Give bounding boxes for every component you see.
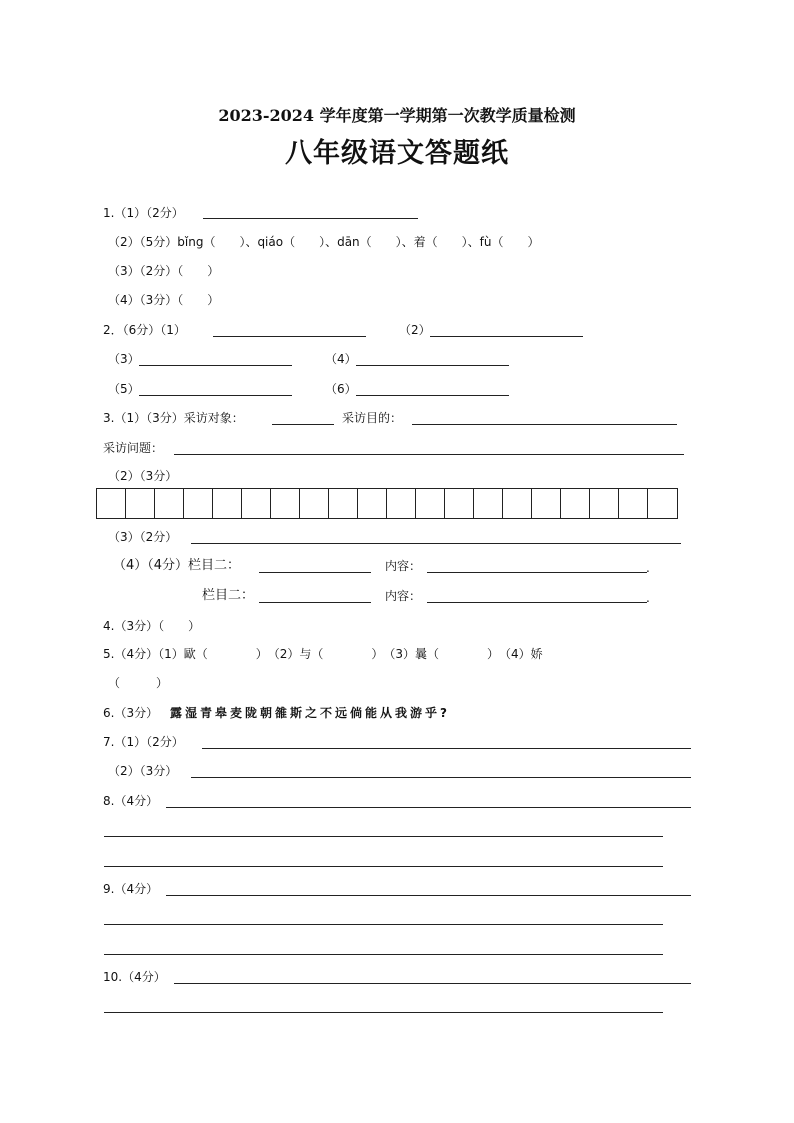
answer-grid-cell[interactable]	[387, 489, 416, 518]
sheet-title: 八年级语文答题纸	[285, 138, 509, 169]
q2-part6-label: （6）	[325, 382, 357, 396]
q3-part1-label: 3.（1）（3分）采访对象：	[103, 411, 244, 425]
q10-label: 10.（4分）	[103, 970, 166, 984]
q3-interviewee-line[interactable]	[272, 424, 334, 425]
q2-part6-answer-line[interactable]	[356, 395, 509, 396]
q8-answer-line-2[interactable]	[104, 836, 663, 837]
q5-label-cont: （ ）	[108, 676, 169, 690]
q8-answer-line-3[interactable]	[104, 866, 663, 867]
answer-grid-cell[interactable]	[503, 489, 532, 518]
q1-part1-label: 1.（1）（2分）	[103, 206, 184, 220]
q2-part1-answer-line[interactable]	[213, 336, 366, 337]
q3-column-a-line[interactable]	[259, 572, 371, 573]
q1-part3-label: （3）（2分）（ ）	[108, 264, 220, 278]
q2-part4-answer-line[interactable]	[356, 365, 509, 366]
answer-grid-cell[interactable]	[590, 489, 619, 518]
answer-grid-cell[interactable]	[329, 489, 358, 518]
answer-grid-cell[interactable]	[445, 489, 474, 518]
exam-title: 2023-2024 学年度第一学期第一次教学质量检测	[218, 106, 576, 125]
q9-answer-line-1[interactable]	[166, 895, 691, 896]
q9-answer-line-2[interactable]	[104, 924, 663, 925]
answer-grid-cell[interactable]	[213, 489, 242, 518]
q3-content-b-line[interactable]	[427, 602, 647, 603]
q3-answer-grid[interactable]	[96, 488, 678, 519]
answer-grid-cell[interactable]	[242, 489, 271, 518]
q3-part3-answer-line[interactable]	[191, 543, 681, 544]
answer-grid-cell[interactable]	[619, 489, 648, 518]
answer-grid-cell[interactable]	[561, 489, 590, 518]
q3-column-b-label: 栏目二：	[202, 588, 255, 603]
q3-content-b-period: .	[646, 591, 650, 605]
q3-content-a-period: .	[646, 561, 650, 575]
q7-part1-label: 7.（1）（2分）	[103, 735, 184, 749]
q3-purpose-line[interactable]	[412, 424, 677, 425]
answer-grid-cell[interactable]	[184, 489, 213, 518]
q2-part3-label: （3）	[108, 352, 140, 366]
answer-grid-cell[interactable]	[416, 489, 445, 518]
q7-part2-label: （2）（3分）	[108, 764, 178, 778]
answer-grid-cell[interactable]	[358, 489, 387, 518]
q2-part2-label: （2）	[399, 323, 431, 337]
q1-part1-answer-line[interactable]	[203, 218, 418, 219]
q6-sentence: 露湿青皋麦陇朝雒斯之不远倘能从我游乎?	[170, 706, 450, 720]
q3-content-b-label: 内容：	[385, 589, 422, 603]
q2-part2-answer-line[interactable]	[430, 336, 583, 337]
q3-content-a-line[interactable]	[427, 572, 647, 573]
q7-part2-answer-line[interactable]	[191, 777, 691, 778]
q3-question-label: 采访问题：	[103, 441, 164, 455]
answer-grid-cell[interactable]	[155, 489, 184, 518]
answer-grid-cell[interactable]	[648, 489, 677, 518]
q6-label: 6.（3分）	[103, 706, 159, 720]
q2-part5-label: （5）	[108, 382, 140, 396]
answer-grid-cell[interactable]	[474, 489, 503, 518]
q1-part2-label: （2）（5分）bǐng（ ）、qiáo（ ）、dān（ ）、着（ ）、fù（ ）	[108, 235, 540, 249]
q4-label: 4.（3分）（ ）	[103, 619, 201, 633]
answer-grid-cell[interactable]	[300, 489, 329, 518]
q10-answer-line-2[interactable]	[104, 1012, 663, 1013]
q2-part1-label: 2．（6分）（1）	[103, 323, 186, 337]
q7-part1-answer-line[interactable]	[202, 748, 691, 749]
q10-answer-line-1[interactable]	[174, 983, 691, 984]
q3-purpose-label: 采访目的：	[342, 411, 403, 425]
q3-part2-label: （2）（3分）	[108, 469, 178, 483]
q8-label: 8.（4分）	[103, 794, 159, 808]
q9-label: 9.（4分）	[103, 882, 159, 896]
q2-part3-answer-line[interactable]	[139, 365, 292, 366]
q2-part5-answer-line[interactable]	[139, 395, 292, 396]
q8-answer-line-1[interactable]	[166, 807, 691, 808]
q9-answer-line-3[interactable]	[104, 954, 663, 955]
answer-grid-cell[interactable]	[532, 489, 561, 518]
answer-grid-cell[interactable]	[97, 489, 126, 518]
q2-part4-label: （4）	[325, 352, 357, 366]
q5-label: 5.（4分）（1）歐（ ） （2）与（ ） （3）曩（ ） （4）娇	[103, 647, 543, 661]
answer-grid-cell[interactable]	[271, 489, 300, 518]
q3-part3-label: （3）（2分）	[108, 530, 178, 544]
q3-column-b-line[interactable]	[259, 602, 371, 603]
q1-part4-label: （4）（3分）（ ）	[108, 293, 220, 307]
answer-grid-cell[interactable]	[126, 489, 155, 518]
q3-question-line[interactable]	[174, 454, 684, 455]
q3-part4-label: （4）（4分）栏目二：	[113, 558, 241, 573]
q3-content-a-label: 内容：	[385, 559, 422, 573]
